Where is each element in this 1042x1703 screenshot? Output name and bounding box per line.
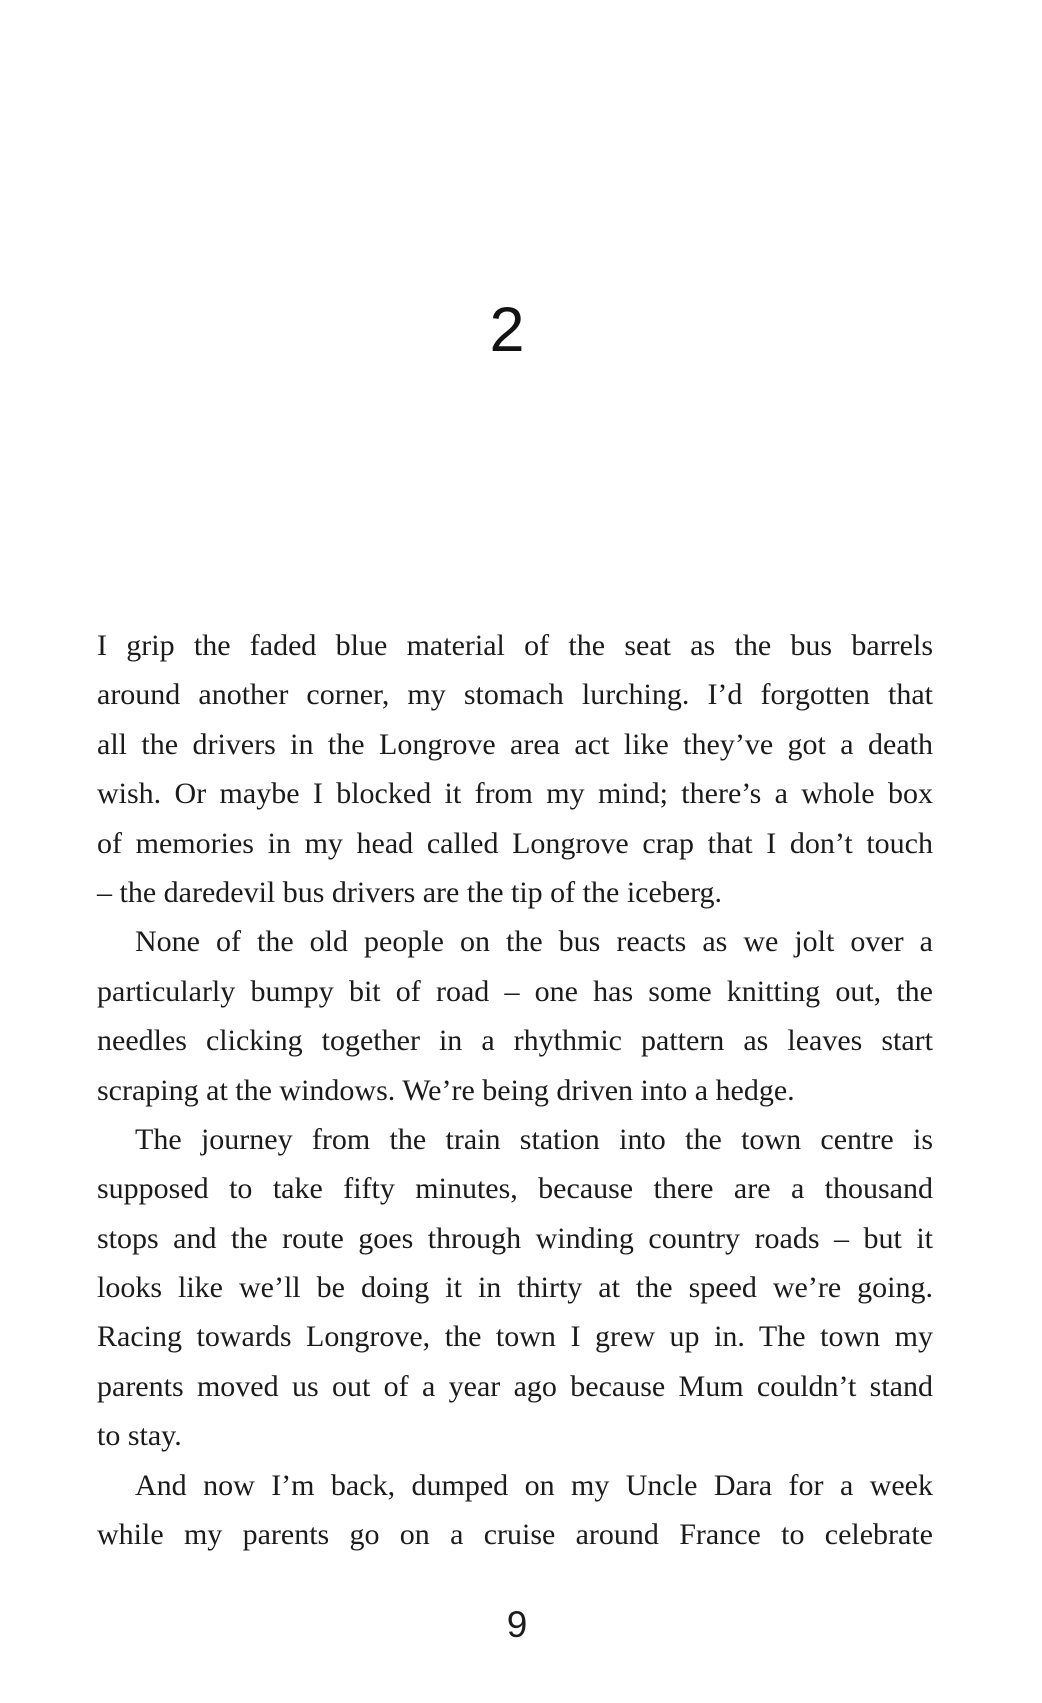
paragraph <box>97 621 933 917</box>
text-line: And now I’m back, dumped on my Uncle Dara for a week <box>135 1468 933 1502</box>
text-line: to stay. <box>97 1419 182 1453</box>
text-line: Racing towards Longrove, the town I grew up in. The town my <box>97 1320 933 1354</box>
text-line: stops and the route goes through winding country roads – but it <box>97 1221 933 1255</box>
text-line: all the drivers in the Longrove area act like they’ve got a death <box>97 727 933 761</box>
paragraph <box>97 1461 933 1560</box>
text-line: supposed to take fifty minutes, because there are a thousand <box>97 1172 933 1206</box>
text-line: None of the old people on the bus reacts as we jolt over a <box>135 925 933 959</box>
text-line: scraping at the windows. We’re being driven into a hedge. <box>97 1073 795 1107</box>
paragraph <box>97 917 933 1115</box>
text-line: around another corner, my stomach lurching. I’d forgotten that <box>97 678 933 712</box>
text-line: wish. Or maybe I blocked it from my mind; there’s a whole box <box>97 777 933 811</box>
text-line: particularly bumpy bit of road – one has some knitting out, the <box>97 974 933 1008</box>
text-line: I grip the faded blue material of the seat as the bus barrels <box>97 629 933 662</box>
text-line: – the daredevil bus drivers are the tip of the iceberg. <box>97 875 723 909</box>
text-line: of memories in my head called Longrove crap that I don’t touch <box>97 826 933 860</box>
text-line: looks like we’ll be doing it in thirty at the speed we’re going. <box>97 1271 933 1305</box>
text-line: The journey from the train station into the town centre is <box>135 1122 933 1156</box>
page-number: 9 <box>506 1604 528 1645</box>
text-line: parents moved us out of a year ago because Mum couldn’t stand <box>97 1369 933 1403</box>
chapter-number: 2 <box>489 295 525 365</box>
text-line: needles clicking together in a rhythmic pattern as leaves start <box>97 1024 933 1058</box>
body-text <box>97 621 933 1559</box>
text-line: while my parents go on a cruise around France to celebrate <box>97 1518 933 1552</box>
paragraph <box>97 1115 933 1461</box>
